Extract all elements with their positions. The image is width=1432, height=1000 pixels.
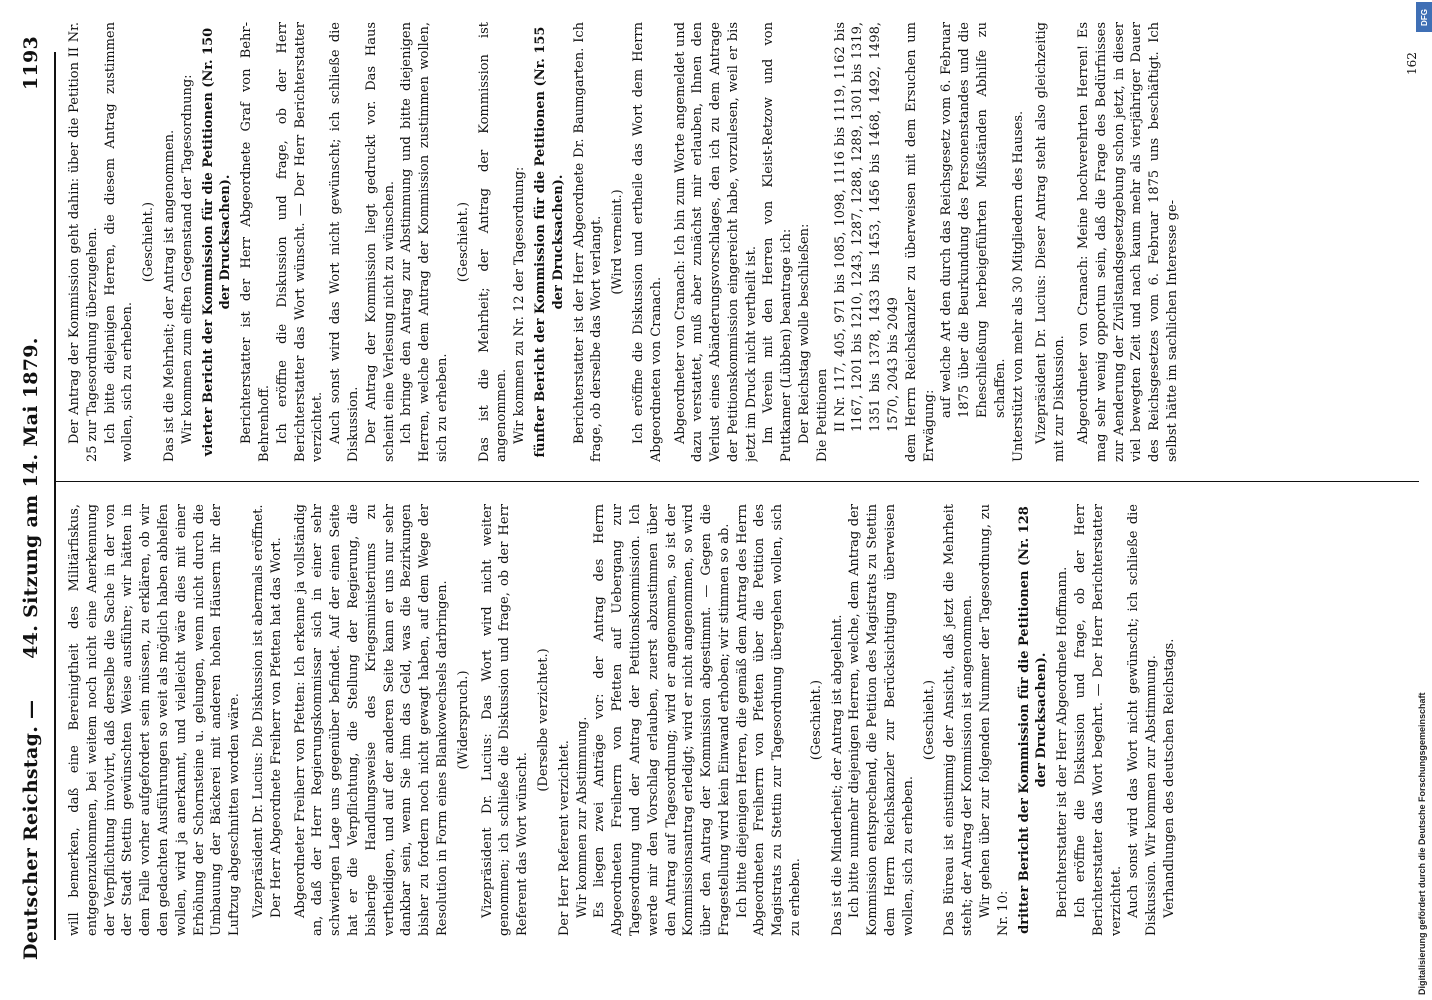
paragraph: Die Petitionen <box>814 368 830 462</box>
paragraph: Ich bringe den Antrag zur Abstimmung und bitte diejenigen Herren, welche dem Antrag der Kommission zustimmen wollen, sich zu erheben. <box>399 22 450 462</box>
paragraph: Abgeordneter von Cranach: Meine hochverehrten Herren! Es mag sehr wenig opportun sein, daß die Frage des Bedürfnisses zur Aenderung der Zivilstandsgesetzgebung schon jetzt, in dieser viel bewegten Zeit und nach kaum mehr als vierjähriger Dauer des Reichsgesetzes vom 6. Februar 1875 uns beschäftigt. Ich selbst hätte im sachlichen Interesse ge- <box>1076 22 1181 462</box>
paragraph: Das ist die Mehrheit; der Antrag der Kommission ist angenommen. <box>476 22 510 462</box>
header-publication: Deutscher Reichstag. — <box>20 699 42 960</box>
paragraph: auf welche Art den durch das Reichsgesetz vom 6. Februar 1875 über die Beurkundung des Personenstandes und die Eheschließung herbeigeführten Mißständen Abhilfe zu schaffen. <box>939 22 1008 418</box>
paragraph: Wir kommen zum elften Gegenstand der Tagesordnung: <box>179 74 195 444</box>
paragraph: Ich bitte diejenigen Herren, die diesem Antrag zustimmen wollen, sich zu erheben. <box>102 22 136 462</box>
text-column-left <box>66 504 1417 936</box>
interjection: (Geschieht.) <box>141 201 157 283</box>
paragraph: Vizepräsident Dr. Lucius: Dieser Antrag steht also gleichzeitig mit zur Diskussion. <box>1034 22 1068 462</box>
paragraph: dem Herrn Reichskanzler zu überweisen mit dem Ersuchen um Erwägung: <box>903 22 937 462</box>
paragraph: Das Büreau ist einstimmig der Ansicht, daß jetzt die Mehrheit steht; der Antrag der Kommission ist angenommen. <box>942 504 976 936</box>
paragraph: Im Verein mit den Herren von Kleist-Retzow und von Puttkamer (Lübben) beantrage ich: <box>761 22 795 462</box>
interjection: (Widerspruch.) <box>455 670 471 770</box>
paragraph: Ich eröffne die Diskussion und frage, ob der Herr Berichterstatter das Wort wünscht. — Der Herr Berichterstatter verzichtet. <box>274 22 326 462</box>
paragraph: Auch sonst wird das Wort nicht gewünscht; ich schließe die Diskussion. Wir kommen zur Abstimmung. <box>1126 504 1160 936</box>
petition-list: II Nr. 117, 405, 971 bis 1085, 1098, 1116 bis 1119, 1162 bis 1167, 1201 bis 1210, 1243, 1287, 1288, 1289, 1301 bis 1319, 1351 bis 1378, 1433 bis 1453, 1456 bis 1468, 1492, 1498, 1570, 2043 bis 2049 <box>832 22 902 432</box>
paragraph: Abgeordneter von Cranach: Ich bin zum Worte angemeldet und dazu verstattet, muß aber zunächst mir erlauben, Ihnen den Verlust eines Abänderungsvorschlages, den ich zu dem Antrage der Petitionskommission eingereicht habe, vorzulesen, weil er bis jetzt im Druck nicht vertheilt ist. <box>672 22 759 462</box>
paragraph: Ich bitte nunmehr diejenigen Herren, welche, dem Antrag der Kommission entsprechend, die Petition des Magistrats zu Stettin dem Herrn Reichskanzler zur Berücksichtigung überweisen wollen, sich zu erheben. <box>847 504 916 936</box>
header-page-number: 1193 <box>20 36 42 91</box>
interjection: (Geschieht.) <box>455 201 471 283</box>
paragraph: Das ist die Minderheit; der Antrag ist abgelehnt. <box>829 614 845 936</box>
agenda-item-title: dritter Bericht der Kommission für die Petitionen (Nr. 128 der Drucksachen). <box>1016 506 1050 934</box>
paragraph: Das ist die Mehrheit; der Antrag ist angenommen. <box>161 129 177 462</box>
paragraph: Berichterstatter ist der Herr Abgeordnete Hoffmann. <box>1055 566 1071 918</box>
paragraph: Der Antrag der Kommission geht dahin: über die Petition II Nr. 25 zur Tagesordnung überzugehen. <box>67 22 100 462</box>
paragraph: Berichterstatter ist der Herr Abgeordnete Graf von Behr-Behrenhoff. <box>239 22 272 462</box>
text-column-right <box>66 22 1417 462</box>
paragraph: Wir kommen zu Nr. 12 der Tagesordnung: <box>512 166 528 444</box>
digitization-notice: Digitalisierung gefördert durch die Deutsche Forschungsgemeinschaft <box>1417 692 1427 995</box>
paragraph: Vizepräsident Dr. Lucius: Die Diskussion ist abermals eröffnet. <box>250 504 266 918</box>
digitization-sidebar <box>1416 0 1432 1000</box>
agenda-item-title: fünfter Bericht der Kommission für die Petitionen (Nr. 155 der Drucksachen). <box>532 26 566 458</box>
paragraph: Ich bitte diejenigen Herren, die gemäß dem Antrag des Herrn Abgeordneten Freiherrn von Pfetten über die Petition des Magistrats zu Stettin zur Tagesordnung übergehen wollen, sich zu erheben. <box>734 504 804 936</box>
interjection: (Derselbe verzichtet.) <box>535 648 551 792</box>
paragraph: Auch sonst wird das Wort nicht gewünscht; ich schließe die Diskussion. <box>328 22 361 462</box>
agenda-item-title: vierter Bericht der Kommission für die Petitionen (Nr. 150 der Drucksachen). <box>200 27 234 457</box>
interjection: (Wird verneint.) <box>610 189 626 295</box>
paragraph: Der Reichstag wolle beschließen: <box>797 223 813 444</box>
paragraph: Wir kommen zur Abstimmung. <box>574 716 590 918</box>
paragraph: Unterstützt von mehr als 30 Mitgliedern des Hauses. <box>1010 110 1026 462</box>
header-session: 44. Sitzung am 14. Mai 1879. <box>20 337 42 659</box>
dfg-logo: DFG <box>1416 2 1432 32</box>
signature-mark: 162 <box>1405 52 1419 75</box>
paragraph: Vizepräsident Dr. Lucius: Das Wort wird nicht weiter genommen; ich schließe die Diskussion und frage, ob der Herr Referent das Wort wünscht. <box>479 504 531 936</box>
interjection: (Geschieht.) <box>808 679 824 761</box>
paragraph: Ich eröffne die Diskussion und frage, ob der Herr Berichterstatter das Wort begehrt. — Der Herr Berichterstatter verzichtet. <box>1073 504 1124 936</box>
paragraph: Wir gehen über zur folgenden Nummer der Tagesordnung, zu Nr. 10: <box>978 504 1011 936</box>
paragraph: Der Antrag der Kommission liegt gedruckt vor. Das Haus scheint eine Verlesung nicht zu wünschen. <box>363 22 397 462</box>
column-divider <box>56 481 1419 482</box>
paragraph: Der Herr Abgeordnete Freiherr von Pfetten hat das Wort. <box>268 537 284 918</box>
page-header <box>8 36 54 960</box>
paragraph: Abgeordneter Freiherr von Pfetten: Ich erkenne ja vollständig an, daß der Herr Regierungskommissar sich in einer sehr schwierigen Lage uns gegenüber befindet. Auf der einen Seite hat er die Verpflichtung, die Stellung der Regierung, die bisherige Handlungsweise des Kriegsministeriums zu vertheidigen, und auf der anderen Seite kann er uns nur sehr dankbar sein, wenn Sie ihm das Geld, was die Bezirkungen bisher zu fordern noch nicht gewagt haben, auf dem Wege der Resolution in Form eines Blankowechsels darbringen. <box>292 504 450 936</box>
paragraph: Ich eröffne die Diskussion und ertheile das Wort dem Herrn Abgeordneten von Cranach. <box>630 22 664 462</box>
paragraph: Der Herr Referent verzichtet. <box>556 740 572 936</box>
interjection: (Geschieht.) <box>921 679 937 761</box>
header-rule <box>54 52 56 940</box>
footer-note: Verhandlungen des deutschen Reichstags. <box>1162 638 1178 918</box>
paragraph: Berichterstatter ist der Herr Abgeordnete Dr. Baumgarten. Ich frage, ob derselbe das Wort verlangt. <box>571 22 605 462</box>
paragraph: Es liegen zwei Anträge vor: der Antrag des Herrn Abgeordneten Freiherrn von Pfetten auf Uebergang zur Tagesordnung und der Antrag der Petitionskommission. Ich werde mir den Vorschlag erlauben, zuerst abzustimmen über den Antrag auf Tagesordnung; wird er angenommen, so ist der Kommissionsantrag erledigt; wird er nicht angenommen, so wird über den Antrag der Kommission abgestimmt. — Gegen die Fragestellung wird kein Einwand erhoben; wir stimmen so ab. <box>592 504 732 936</box>
paragraph: will bemerken, daß eine Bereinigtheit des Militärfiskus, entgegenzukommen, bei weitem noch nicht eine Anerkennung der Verpflichtung involvirt, daß derselbe die Sache in der von der Stadt Stettin gewünschten Weise ausführe; wir hätten in dem Falle vorher aufgefordert sein müssen, zu erklären, ob wir den gedachten Ausführungen so weit als möglich haben abhelfen wollen, wird ja anerkannt, und vielleicht wäre dies mit einer Erhöhung der Schornsteine u. gelungen, wenn nicht durch die Umbauung der Bäckerei mit anderen hohen Häusern ihr der Luftzug abgeschnitten worden wäre. <box>67 504 243 936</box>
